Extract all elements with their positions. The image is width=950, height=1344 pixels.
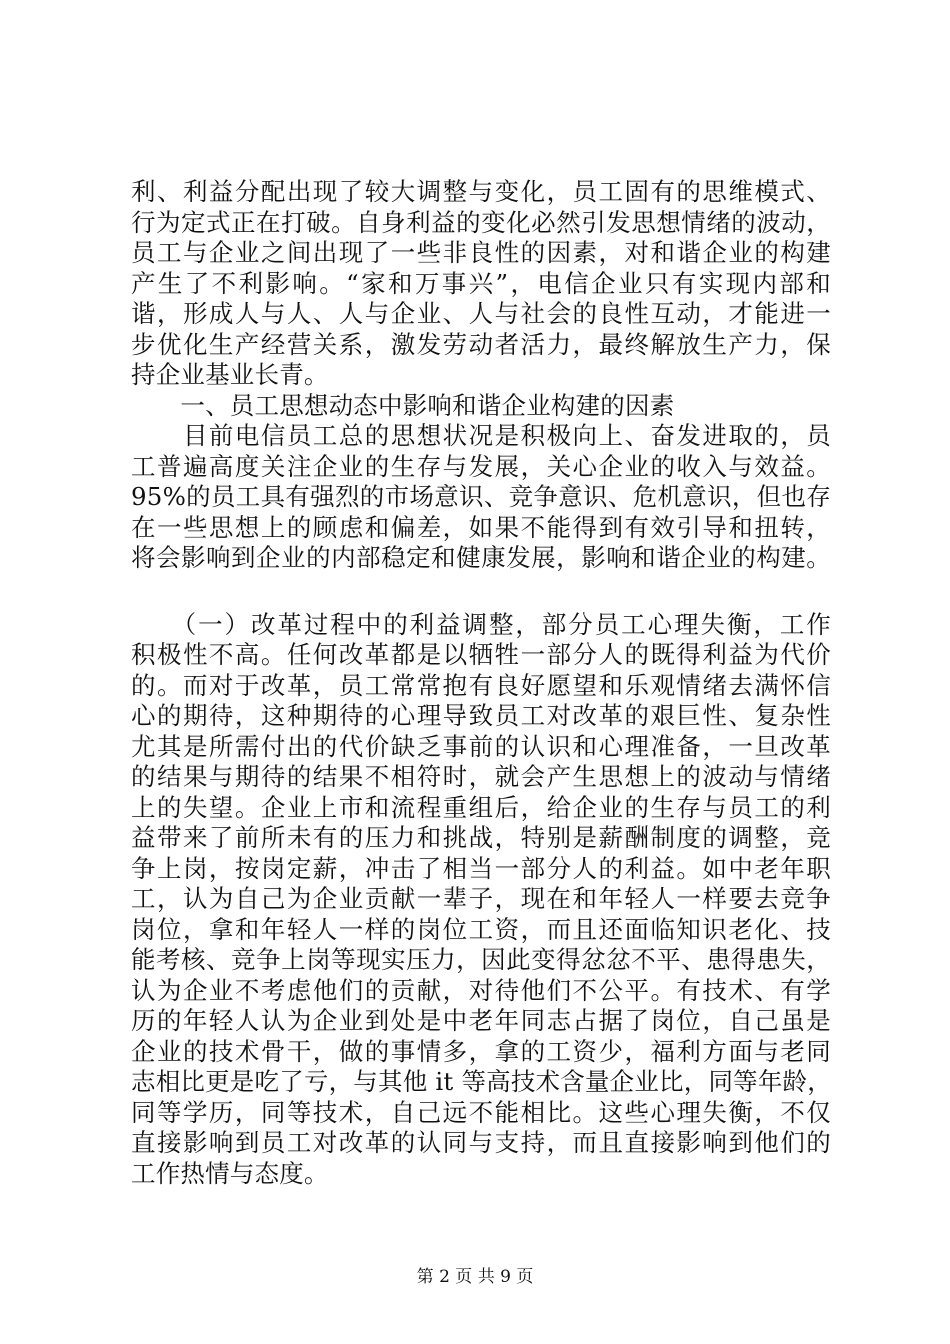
page-footer [0, 1267, 950, 1287]
text-line: 认为企业不考虑他们的贡献，对待他们不公平。有技术、有学 [131, 975, 831, 1005]
text-line: 历的年轻人认为企业到处是中老年同志占据了岗位，自己虽是 [131, 1006, 831, 1035]
text-line: 积极性不高。任何改革都是以牺牲一部分人的既得利益为代价 [131, 640, 831, 669]
text-line: 95%的员工具有强烈的市场意识、竞争意识、危机意识，但也存 [131, 482, 831, 511]
text-line: 志相比更是吃了亏，与其他 it 等高技术含量企业比，同等年龄， [131, 1067, 832, 1096]
page-number-label: 第 2 页 共 9 页 [416, 1267, 534, 1287]
paragraph [131, 421, 831, 574]
text-line: 步优化生产经营关系，激发劳动者活力，最终解放生产力，保 [131, 329, 831, 359]
text-line: 员工与企业之间出现了一些非良性的因素，对和谐企业的构建 [131, 238, 831, 267]
paragraph [131, 177, 831, 391]
text-line: 同等学历，同等技术，自己远不能相比。这些心理失衡，不仅 [131, 1097, 831, 1127]
text-line: 工普遍高度关注企业的生存与发展，关心企业的收入与效益。 [131, 451, 831, 481]
text-line: 尤其是所需付出的代价缺乏事前的认识和心理准备，一旦改革 [131, 731, 831, 761]
paragraph [131, 610, 831, 1190]
text-line: 上的失望。企业上市和流程重组后，给企业的生存与员工的利 [131, 792, 831, 822]
text-line: 谐，形成人与人、人与企业、人与社会的良性互动，才能进一 [131, 299, 831, 328]
text-line: 直接影响到员工对改革的认同与支持，而且直接影响到他们的 [131, 1128, 831, 1157]
text-line: 心的期待，这种期待的心理导致员工对改革的艰巨性、复杂性 [131, 701, 831, 730]
text-line: 的。而对于改革，员工常常抱有良好愿望和乐观情绪去满怀信 [131, 670, 831, 700]
text-line: 持企业基业长青。 [131, 360, 329, 389]
document-body [131, 177, 831, 1189]
text-line: 行为定式正在打破。自身利益的变化必然引发思想情绪的波动， [131, 207, 831, 237]
text-line: 能考核、竞争上岗等现实压力，因此变得忿忿不平、患得患失， [131, 945, 831, 974]
section-heading [131, 391, 831, 422]
text-line: 在一些思想上的顾虑和偏差，如果不能得到有效引导和扭转， [131, 512, 831, 542]
text-line: 将会影响到企业的内部稳定和健康发展，影响和谐企业的构建。 [131, 543, 831, 572]
text-line: 的结果与期待的结果不相符时，就会产生思想上的波动与情绪 [131, 762, 831, 791]
text-line: 争上岗，按岗定薪，冲击了相当一部分人的利益。如中老年职 [131, 853, 831, 883]
text-line: 岗位，拿和年轻人一样的岗位工资，而且还面临知识老化、技 [131, 914, 831, 944]
heading-line: 一、员工思想动态中影响和谐企业构建的因素 [131, 390, 675, 420]
text-line: 产生了不利影响。“家和万事兴”，电信企业只有实现内部和 [131, 268, 831, 298]
text-line: 工作热情与态度。 [131, 1158, 329, 1188]
text-line: 目前电信员工总的思想状况是积极向上、奋发进取的，员 [131, 421, 831, 450]
text-line: 利、利益分配出现了较大调整与变化，员工固有的思维模式、 [131, 177, 831, 206]
text-line: 益带来了前所未有的压力和挑战，特别是薪酬制度的调整，竞 [131, 823, 831, 852]
text-line: 企业的技术骨干，做的事情多，拿的工资少，福利方面与老同 [131, 1036, 831, 1066]
text-line: 工，认为自己为企业贡献一辈子，现在和年轻人一样要去竞争 [131, 884, 831, 913]
text-line: （一）改革过程中的利益调整，部分员工心理失衡，工作 [131, 609, 831, 639]
paragraph-spacer [131, 574, 831, 610]
